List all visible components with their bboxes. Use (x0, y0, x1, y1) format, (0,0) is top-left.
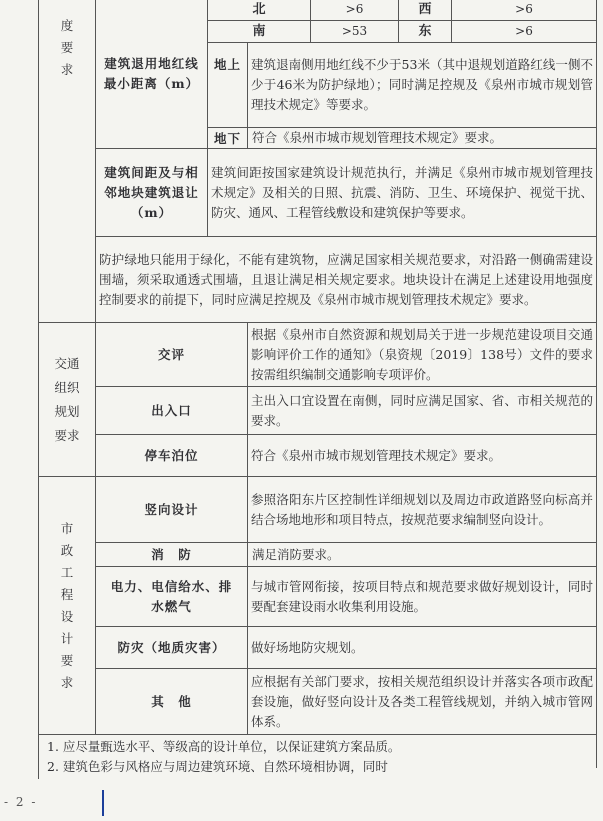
municipal-text-4: 应根据有关部门要求，按相关规范组织设计并落实各项市政配套设施，做好竖向设计及各类工程管线规划，并纳入城市管网体系。 (248, 669, 597, 735)
density-category-label: 度 要 求 (60, 18, 74, 77)
traffic-label-1: 出入口 (96, 387, 248, 435)
val-west: >6 (452, 0, 597, 21)
traffic-category-label: 交通 组织 规划 要求 (54, 355, 80, 443)
traffic-label-0: 交评 (96, 323, 248, 387)
dir-east: 东 (399, 21, 452, 43)
municipal-text-2: 与城市管网衔接，按项目特点和规范要求做好规划设计，同时要配套建设雨水收集利用设施。 (248, 567, 597, 627)
traffic-label-2: 停车泊位 (96, 435, 248, 477)
spacing-title-cell (96, 149, 208, 237)
below-ground-label: 地下 (208, 128, 248, 149)
traffic-category-cell (39, 323, 96, 477)
note-2: 2. 建筑色彩与风格应与周边建筑环境、自然环境相协调，同时 (47, 759, 388, 774)
spacing-title: 建筑间距及与相邻地块建筑退让（m） (104, 164, 199, 220)
municipal-text-0: 参照洛阳东片区控制性详细规划以及周边市政道路竖向标高并结合场地地形和项目特点，按规范要求编制竖向设计。 (248, 477, 597, 543)
notes-cell (39, 735, 597, 780)
setback-title-cell (96, 0, 208, 149)
municipal-label-3: 防灾（地质灾害） (96, 627, 248, 669)
val-east: >6 (452, 21, 597, 43)
municipal-category-label: 市 政 工 程 设 计 要 求 (60, 520, 74, 690)
setback-title: 建筑退用地红线最小距离（m） (103, 55, 200, 91)
traffic-text-2: 符合《泉州市城市规划管理技术规定》要求。 (248, 435, 597, 477)
traffic-text-0: 根据《泉州市自然资源和规划局关于进一步规范建设项目交通影响评价工作的通知》（泉资规〔2019〕138号）文件的要求按需组织编制交通影响专项评价。 (248, 323, 597, 387)
text-cursor (102, 790, 104, 816)
municipal-label-1: 消 防 (96, 543, 248, 567)
note-1: 1. 应尽量甄选水平、等级高的设计单位，以保证建筑方案品质。 (47, 739, 401, 754)
page-number: - 2 - (4, 795, 38, 809)
below-ground-text: 符合《泉州市城市规划管理技术规定》要求。 (248, 128, 597, 149)
municipal-category-cell (39, 477, 96, 735)
municipal-text-3: 做好场地防灾规划。 (248, 627, 597, 669)
dir-west: 西 (399, 0, 452, 21)
planning-conditions-table (38, 0, 597, 779)
density-category-cell (39, 0, 96, 323)
above-ground-label: 地上 (208, 43, 248, 128)
traffic-text-1: 主出入口宜设置在南侧，同时应满足国家、省、市相关规范的要求。 (248, 387, 597, 435)
municipal-label-0: 竖向设计 (96, 477, 248, 543)
municipal-label-2: 电力、电信给水、排水燃气 (96, 567, 248, 627)
scan-edge-fade (560, 768, 603, 792)
above-ground-text: 建筑退南侧用地红线不少于53米（其中退规划道路红线一侧不少于46米为防护绿地）；同时满足控规及《泉州市城市规划管理技术规定》等要求。 (248, 43, 597, 128)
val-south: >53 (311, 21, 399, 43)
municipal-text-1: 满足消防要求。 (248, 543, 597, 567)
spacing-text: 建筑间距按国家建筑设计规范执行，并满足《泉州市城市规划管理技术规定》及相关的日照、抗震、消防、卫生、环境保护、视觉干扰、防灾、通风、工程管线敷设和建筑保护等要求。 (208, 149, 597, 237)
municipal-label-4: 其 他 (96, 669, 248, 735)
val-north: >6 (311, 0, 399, 21)
dir-north: 北 (208, 0, 311, 21)
green-belt-text: 防护绿地只能用于绿化，不能有建筑物，应满足国家相关规范要求，对沿路一侧确需建设围墙，须采取通透式围墙，且退让满足相关规定要求。地块设计在满足上述建设用地强度控制要求的前提下，同时应满足控规及《泉州市城市规划管理技术规定》要求。 (96, 237, 597, 323)
dir-south: 南 (208, 21, 311, 43)
